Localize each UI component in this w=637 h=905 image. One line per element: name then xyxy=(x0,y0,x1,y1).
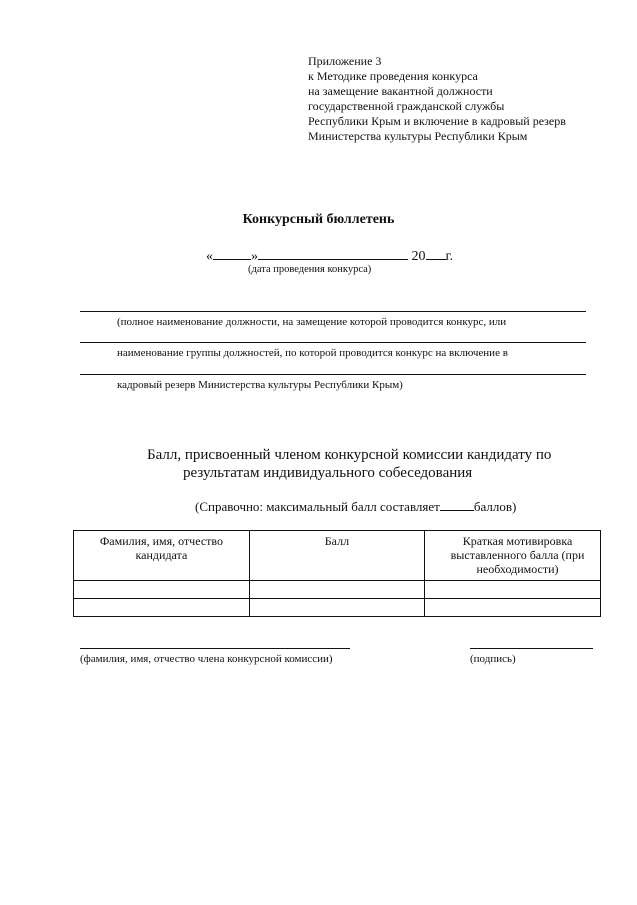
position-caption-2: наименование группы должностей, по которой проводится конкурс на включение в xyxy=(117,347,508,359)
column-header-candidate-text: Фамилия, имя, отчество кандидата xyxy=(99,534,223,562)
date-caption: (дата проведения конкурса) xyxy=(248,264,372,275)
appendix-line: Министерства культуры Республики Крым xyxy=(308,129,528,143)
year-prefix: 20 xyxy=(411,249,426,264)
open-quote: « xyxy=(206,249,213,264)
column-header-reason-text: Краткая мотивировка выставленного балла (при необходимости) xyxy=(450,534,585,576)
year-blank xyxy=(426,247,446,260)
table-cell[interactable] xyxy=(249,599,424,617)
table-cell[interactable] xyxy=(74,599,250,617)
max-score-blank xyxy=(440,499,474,511)
position-rule-2 xyxy=(80,342,586,343)
score-heading-line-1: Балл, присвоенный членом конкурсной комиссии кандидату по xyxy=(147,447,552,463)
appendix-block xyxy=(308,54,566,144)
date-line xyxy=(206,247,453,265)
appendix-line: на замещение вакантной должности xyxy=(308,84,493,98)
year-suffix: г. xyxy=(445,249,454,264)
column-header-score xyxy=(249,531,424,581)
name-signature-caption: (фамилия, имя, отчество члена конкурсной комиссии) xyxy=(80,653,333,665)
month-blank xyxy=(258,247,408,260)
day-blank xyxy=(213,247,251,260)
appendix-line: Приложение 3 xyxy=(308,54,382,68)
table-cell[interactable] xyxy=(249,581,424,599)
page-title: Конкурсный бюллетень xyxy=(242,212,395,227)
column-header-reason xyxy=(425,531,601,581)
score-table xyxy=(73,530,601,617)
column-header-candidate xyxy=(74,531,250,581)
table-cell[interactable] xyxy=(74,581,250,599)
position-caption-3: кадровый резерв Министерства культуры Республики Крым) xyxy=(117,379,403,391)
reference-note xyxy=(195,499,516,515)
position-caption-1: (полное наименование должности, на замещение которой проводится конкурс, или xyxy=(117,316,507,328)
position-rule-3 xyxy=(80,374,586,375)
table-cell[interactable] xyxy=(425,599,601,617)
name-signature-line xyxy=(80,648,350,649)
table-row xyxy=(74,599,601,617)
appendix-line: к Методике проведения конкурса xyxy=(308,69,478,83)
score-heading-line-2: результатам индивидуального собеседования xyxy=(183,465,473,481)
reference-suffix: баллов) xyxy=(473,499,517,514)
reference-prefix: (Справочно: максимальный балл составляет xyxy=(195,499,440,514)
column-header-score-text: Балл xyxy=(324,534,350,548)
position-rule-1 xyxy=(80,311,586,312)
appendix-line: государственной гражданской службы xyxy=(308,99,505,113)
table-row xyxy=(74,581,601,599)
table-cell[interactable] xyxy=(425,581,601,599)
signature-line xyxy=(470,648,593,649)
appendix-line: Республики Крым и включение в кадровый резерв xyxy=(308,114,566,128)
table-header-row xyxy=(74,531,601,581)
close-quote: » xyxy=(251,249,258,264)
signature-caption: (подпись) xyxy=(470,653,516,665)
